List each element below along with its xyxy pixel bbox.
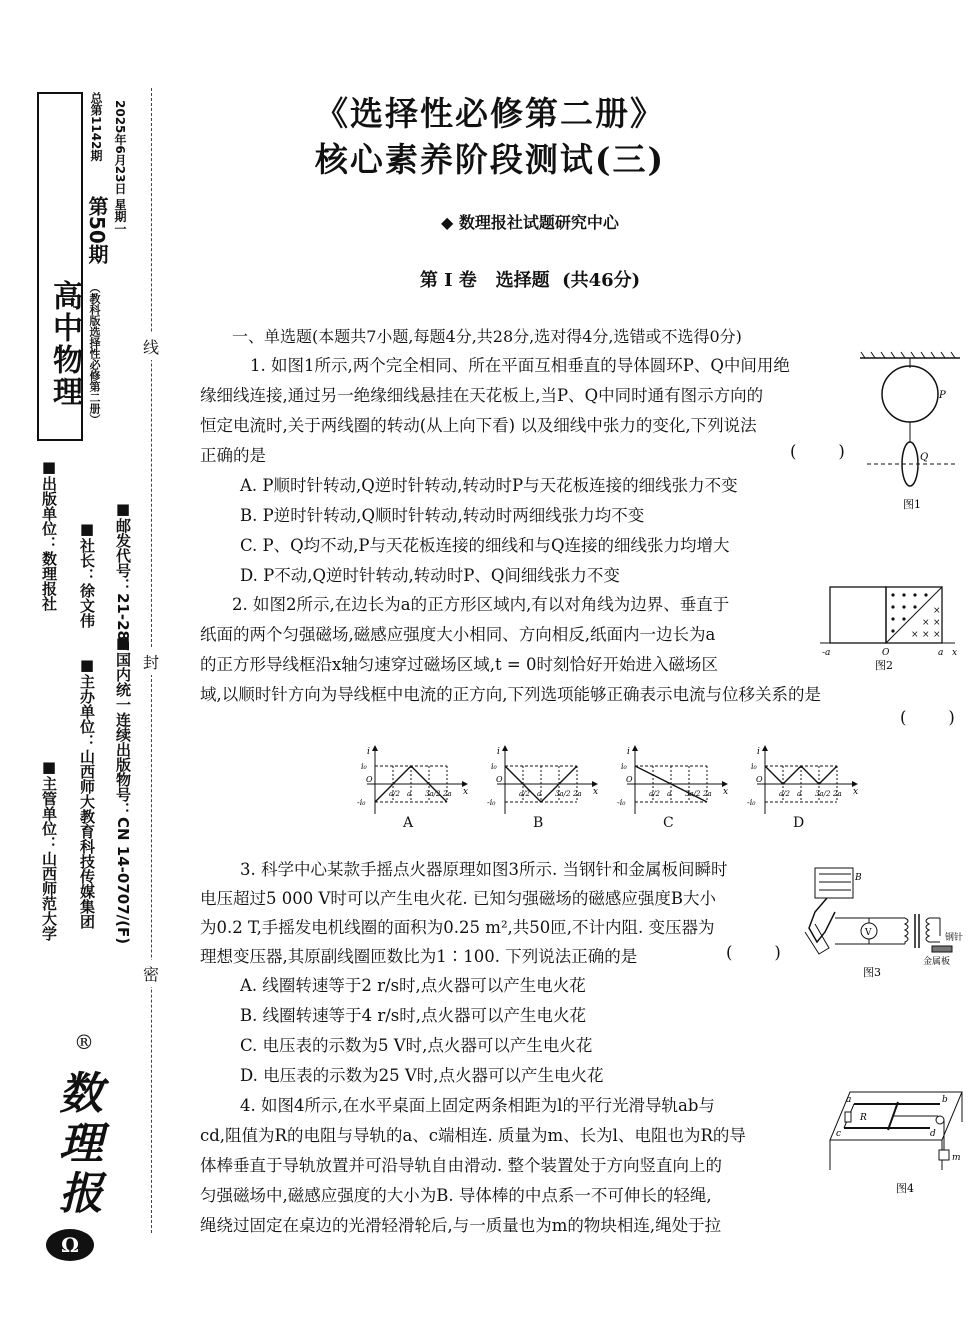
- part1-heading: 一、单选题(本题共7小题,每题4分,共28分,选对得4分,选错或不选得0分): [232, 327, 742, 346]
- q2-line: 的正方形导线框沿x轴匀速穿过磁场区域,t = 0时刻恰好开始进入磁场区: [200, 655, 718, 674]
- q2-line: 2. 如图2所示,在边长为a的正方形区域内,有以对角线为边界、垂直于: [232, 595, 730, 614]
- fig2-caption: 图2: [875, 659, 893, 672]
- graph-tick-label: 2a: [833, 790, 842, 798]
- q2-answer-bracket[interactable]: ( ): [900, 708, 955, 727]
- fig3-label-b: B: [855, 873, 862, 883]
- graph-x-label: x: [463, 787, 469, 797]
- section-heading: 第 Ⅰ 卷 选择题 (共46分): [419, 270, 641, 291]
- figure-3: [795, 862, 970, 982]
- masthead-name: 高中物理: [47, 280, 82, 408]
- q2-line: 域,以顺时针方向为导线框中电流的正方向,下列选项能够正确表示电流与位移关系的是: [200, 685, 821, 704]
- q3-option-a[interactable]: A. 线圈转速等于2 r/s时,点火器可以产生电火花: [240, 976, 586, 995]
- graph-origin-label: O: [626, 775, 633, 784]
- graph-i-label: i: [497, 747, 500, 757]
- logo-mark: ®: [74, 1030, 94, 1054]
- q3-answer-bracket[interactable]: ( ): [726, 943, 781, 962]
- fig4-label-c: c: [836, 1129, 842, 1139]
- svg-text:×: ×: [922, 630, 930, 640]
- q3-option-d[interactable]: D. 电压表的示数为25 V时,点火器可以产生电火花: [240, 1066, 604, 1085]
- graph-neg-i0-label: -i₀: [617, 798, 626, 807]
- graph-neg-i0-label: -i₀: [357, 798, 366, 807]
- q1-answer-bracket[interactable]: ( ): [790, 442, 845, 461]
- graph-i-label: i: [757, 747, 760, 757]
- graph-x-label: x: [723, 787, 729, 797]
- graph-tick-label: 3a/2: [815, 790, 831, 798]
- fig3-label-needle: 钢针: [945, 933, 964, 943]
- graph-tick-label: a/2: [519, 790, 530, 798]
- q1-line: 1. 如图1所示,两个完全相同、所在平面互相垂直的导体圆环P、Q中间用绝: [250, 356, 790, 375]
- host-unit: ■主管单位：山西师范大学: [40, 758, 58, 941]
- graph-tick-label: a: [407, 790, 412, 798]
- page-title-line2: 核心素养阶段测试(三): [314, 140, 666, 179]
- graph-tick-label: 2a: [443, 790, 452, 798]
- figure-2: [820, 583, 960, 673]
- q2-graph-label-b[interactable]: B: [533, 815, 544, 831]
- q3-line: 电压超过5 000 V时可以产生电火花. 已知匀强磁场的磁感应强度B大小: [200, 889, 717, 908]
- masthead-subtitle: （教科版选择性必修第二册）: [88, 282, 101, 425]
- fig4-label-b: b: [942, 1095, 948, 1105]
- svg-text:×: ×: [922, 618, 930, 628]
- graph-neg-i0-label: -i₀: [487, 798, 496, 807]
- fig2-label-x: x: [952, 648, 958, 658]
- postal-code: ■邮发代号：21-287: [114, 500, 132, 652]
- svg-text:×: ×: [911, 630, 919, 640]
- issue-date: 2025年6月23日 星期一: [113, 100, 127, 235]
- svg-text:×: ×: [933, 630, 941, 640]
- fig3-label-v: V: [865, 928, 872, 938]
- q3-option-b[interactable]: B. 线圈转速等于4 r/s时,点火器可以产生电火花: [240, 1006, 587, 1025]
- logo-text: 数理报: [51, 1070, 102, 1220]
- q3-option-c[interactable]: C. 电压表的示数为5 V时,点火器可以产生电火花: [240, 1036, 593, 1055]
- q1-option-d[interactable]: D. P不动,Q逆时针转动,转动时P、Q间细线张力不变: [240, 566, 620, 585]
- graph-tick-label: 3a/2: [555, 790, 571, 798]
- cn-number: ■国内统一连续出版物号：CN 14-0707/(F): [114, 634, 132, 945]
- graph-tick-label: a: [797, 790, 802, 798]
- graph-x-label: x: [593, 787, 599, 797]
- fig2-label-origin: O: [882, 648, 890, 658]
- q4-line: cd,阻值为R的电阻与导轨的a、c端相连. 质量为m、长为l、电阻也为R的导: [200, 1126, 746, 1145]
- q3-line: 3. 科学中心某款手摇点火器原理如图3所示. 当钢针和金属板间瞬时: [240, 860, 728, 879]
- graph-tick-label: a/2: [649, 790, 660, 798]
- q2-graph-label-d[interactable]: D: [793, 815, 805, 831]
- publisher: ■出版单位：数理报社: [40, 458, 58, 611]
- fig4-label-a: a: [846, 1095, 852, 1105]
- q2-graph-label-c[interactable]: C: [663, 815, 674, 831]
- fig1-label-p: P: [939, 390, 946, 401]
- q2-line: 纸面的两个匀强磁场,磁感应强度大小相同、方向相反,纸面内一边长为a: [200, 625, 716, 644]
- fig2-label-neg-a: -a: [822, 648, 831, 658]
- q4-line: 4. 如图4所示,在水平桌面上固定两条相距为l的平行光滑导轨ab与: [240, 1096, 715, 1115]
- graph-i0-label: i₀: [491, 762, 497, 771]
- binding-mark-secret: 密: [143, 960, 159, 987]
- graph-origin-label: O: [496, 775, 503, 784]
- fig1-caption: 图1: [903, 498, 921, 511]
- president: ■社长：徐文伟: [78, 520, 96, 628]
- logo-icon: [42, 1225, 98, 1265]
- q4-line: 匀强磁场中,磁感应强度的大小为B. 导体棒的中点系一不可伸长的轻绳,: [200, 1186, 712, 1205]
- author-line: ◆ 数理报社试题研究中心: [441, 213, 619, 232]
- fig1-label-q: Q: [920, 452, 929, 463]
- graph-i0-label: i₀: [621, 762, 627, 771]
- q4-line: 体棒垂直于导轨放置并可沿导轨自由滑动. 整个装置处于方向竖直向上的: [200, 1156, 722, 1175]
- fig4-caption: 图4: [896, 1182, 914, 1195]
- figure-1: [855, 350, 965, 520]
- graph-tick-label: 2a: [573, 790, 582, 798]
- fig4-label-d: d: [930, 1129, 936, 1139]
- q1-option-a[interactable]: A. P顺时针转动,Q逆时针转动,转动时P与天花板连接的细线张力不变: [240, 476, 738, 495]
- graph-tick-label: 3a/2: [425, 790, 441, 798]
- sponsor-unit: ■主办单位：山西师大教育科技传媒集团: [78, 656, 96, 929]
- graph-origin-label: O: [756, 775, 763, 784]
- q1-line: 恒定电流时,关于两线圈的转动(从上向下看) 以及细线中张力的变化,下列说法: [200, 416, 757, 435]
- page-title-line1: 《选择性必修第二册》: [315, 94, 665, 133]
- q1-option-c[interactable]: C. P、Q均不动,P与天花板连接的细线和与Q连接的细线张力均增大: [240, 536, 730, 555]
- graph-tick-label: 3a/2: [685, 790, 701, 798]
- q1-line: 正确的是: [200, 446, 266, 465]
- issue-number: 第50期: [85, 196, 109, 264]
- graph-x-label: x: [853, 787, 859, 797]
- q2-graph-label-a[interactable]: A: [403, 815, 414, 831]
- q2-answer-graphs: [345, 742, 865, 837]
- svg-text:×: ×: [933, 618, 941, 628]
- graph-origin-label: O: [366, 775, 373, 784]
- q3-line: 为0.2 T,手摇发电机线圈的面积为0.25 m²,共50匝,不计内阻. 变压器为: [200, 918, 715, 937]
- graph-i0-label: i₀: [361, 762, 367, 771]
- fig3-caption: 图3: [863, 966, 881, 979]
- graph-tick-label: 2a: [703, 790, 712, 798]
- fig4-label-r: R: [860, 1113, 867, 1123]
- q4-line: 绳绕过固定在桌边的光滑轻滑轮后,与一质量也为m的物块相连,绳处于拉: [200, 1216, 722, 1235]
- total-issue-number: 总第1142期: [89, 92, 103, 162]
- graph-i0-label: i₀: [751, 762, 757, 771]
- q1-option-b[interactable]: B. P逆时针转动,Q顺时针转动,转动时两细线张力均不变: [240, 506, 645, 525]
- q1-line: 缘细线连接,通过另一绝缘细线悬挂在天花板上,当P、Q中同时通有图示方向的: [200, 386, 764, 405]
- graph-i-label: i: [627, 747, 630, 757]
- graph-i-label: i: [367, 747, 370, 757]
- graph-tick-label: a/2: [389, 790, 400, 798]
- svg-text:Ω: Ω: [61, 1233, 79, 1257]
- q3-line: 理想变压器,其原副线圈匝数比为1∶100. 下列说法正确的是: [200, 947, 638, 966]
- svg-text:×: ×: [933, 606, 941, 616]
- graph-tick-label: a: [537, 790, 542, 798]
- graph-neg-i0-label: -i₀: [747, 798, 756, 807]
- fig2-label-a: a: [938, 648, 944, 658]
- figure-4: [812, 1088, 970, 1203]
- graph-tick-label: a/2: [779, 790, 790, 798]
- binding-mark-line: 线: [143, 333, 159, 360]
- graph-tick-label: a: [667, 790, 672, 798]
- binding-mark-seal: 封: [143, 648, 159, 675]
- fig3-label-plate: 金属板: [923, 957, 951, 967]
- fig4-label-m: m: [952, 1153, 961, 1163]
